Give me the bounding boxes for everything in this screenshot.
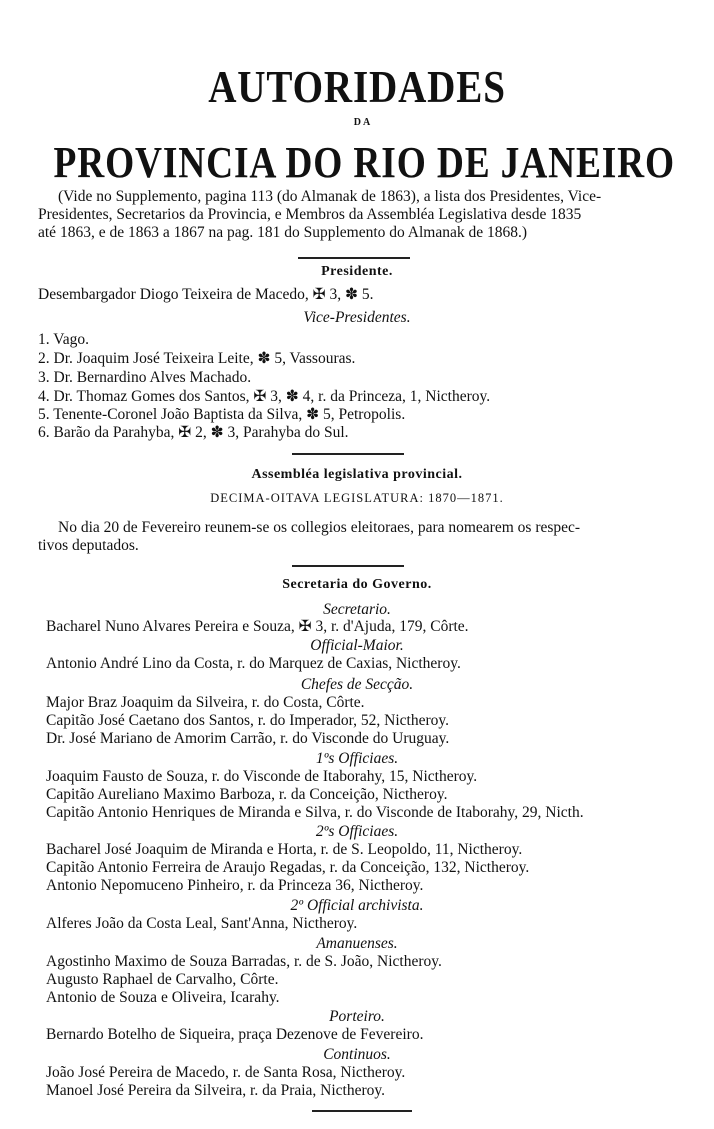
paragraph-line: tivos deputados. [38,537,139,554]
intro-line: até 1863, e de 1863 a 1867 na pag. 181 do Supplemento do Almanak de 1868.) [38,224,528,241]
entry: Manoel José Pereira da Silveira, r. da Praia, Nictheroy. [46,1082,386,1099]
subheading: 2ºs Officiaes. [315,823,399,840]
list-item: 3. Dr. Bernardino Alves Machado. [38,369,252,386]
section-heading-presidente: Presidente. [321,264,393,279]
page-title: AUTORIDADES [208,61,506,112]
section-heading-secretaria: Secretaria do Governo. [282,577,432,592]
entry: Joaquim Fausto de Souza, r. do Visconde de Itaborahy, 15, Nictheroy. [46,768,478,785]
list-item: 6. Barão da Parahyba, ✠ 2, ✽ 3, Parahyba do Sul. [38,424,349,441]
list-item: 5. Tenente-Coronel João Baptista da Silva, ✽ 5, Petropolis. [38,406,406,423]
subheading: Amanuenses. [316,935,398,952]
entry: Antonio de Souza e Oliveira, Icarahy. [46,989,280,1006]
subheading: Continuos. [323,1046,391,1063]
divider [298,257,410,259]
legislatura: DECIMA-OITAVA LEGISLATURA: 1870—1871. [210,491,504,505]
entry: Bacharel Nuno Alvares Pereira e Souza, ✠ 3, r. d'Ajuda, 179, Côrte. [46,618,469,635]
entry: Dr. José Mariano de Amorim Carrão, r. do Visconde do Uruguay. [46,730,450,747]
entry: Desembargador Diogo Teixeira de Macedo, ✠ 3, ✽ 5. [38,286,374,303]
entry: Augusto Raphael de Carvalho, Côrte. [46,971,279,988]
subheading-vice: Vice-Presidentes. [303,309,411,326]
entry: Major Braz Joaquim da Silveira, r. do Costa, Côrte. [46,694,365,711]
intro-line: Presidentes, Secretarios da Provincia, e Membros da Assembléa Legislativa desde 1835 [38,206,582,223]
entry: Capitão Antonio Ferreira de Araujo Regadas, r. da Conceição, 132, Nictheroy. [46,859,530,876]
list-item: 1. Vago. [38,331,89,348]
divider [312,1110,412,1112]
page-subtitle: PROVINCIA DO RIO DE JANEIRO [53,138,675,187]
subheading: 2º Official archivista. [290,897,424,914]
subheading: Porteiro. [329,1008,385,1025]
entry: Agostinho Maximo de Souza Barradas, r. de S. João, Nictheroy. [46,953,442,970]
subheading: Official-Maior. [310,637,404,654]
entry: Capitão Aureliano Maximo Barboza, r. da Conceição, Nictheroy. [46,786,448,803]
entry: Bacharel José Joaquim de Miranda e Horta, r. de S. Leopoldo, 11, Nictheroy. [46,841,523,858]
entry: Capitão José Caetano dos Santos, r. do Imperador, 52, Nictheroy. [46,712,450,729]
list-item: 4. Dr. Thomaz Gomes dos Santos, ✠ 3, ✽ 4, r. da Princeza, 1, Nictheroy. [38,388,491,405]
subheading: Secretario. [323,601,391,618]
paragraph-line: No dia 20 de Fevereiro reunem-se os collegios eleitoraes, para nomearem os respec- [58,519,581,536]
divider [292,453,404,455]
entry: Capitão Antonio Henriques de Miranda e Silva, r. do Visconde de Itaborahy, 29, Nicth. [46,804,584,821]
intro-line: (Vide no Supplemento, pagina 113 (do Almanak de 1863), a lista dos Presidentes, Vice- [58,188,602,205]
subheading: Chefes de Secção. [300,676,414,693]
entry: Antonio Nepomuceno Pinheiro, r. da Princeza 36, Nictheroy. [46,877,424,894]
entry: Bernardo Botelho de Siqueira, praça Dezenove de Fevereiro. [46,1026,424,1043]
section-heading-assembleia: Assembléa legislativa provincial. [251,467,463,482]
entry: João José Pereira de Macedo, r. de Santa Rosa, Nictheroy. [46,1064,406,1081]
subheading: 1ºs Officiaes. [315,750,399,767]
title-connector: DA [353,117,373,128]
entry: Antonio André Lino da Costa, r. do Marquez de Caxias, Nictheroy. [46,655,461,672]
list-item: 2. Dr. Joaquim José Teixeira Leite, ✽ 5, Vassouras. [38,350,356,367]
divider [292,565,404,567]
entry: Alferes João da Costa Leal, Sant'Anna, Nictheroy. [46,915,358,932]
